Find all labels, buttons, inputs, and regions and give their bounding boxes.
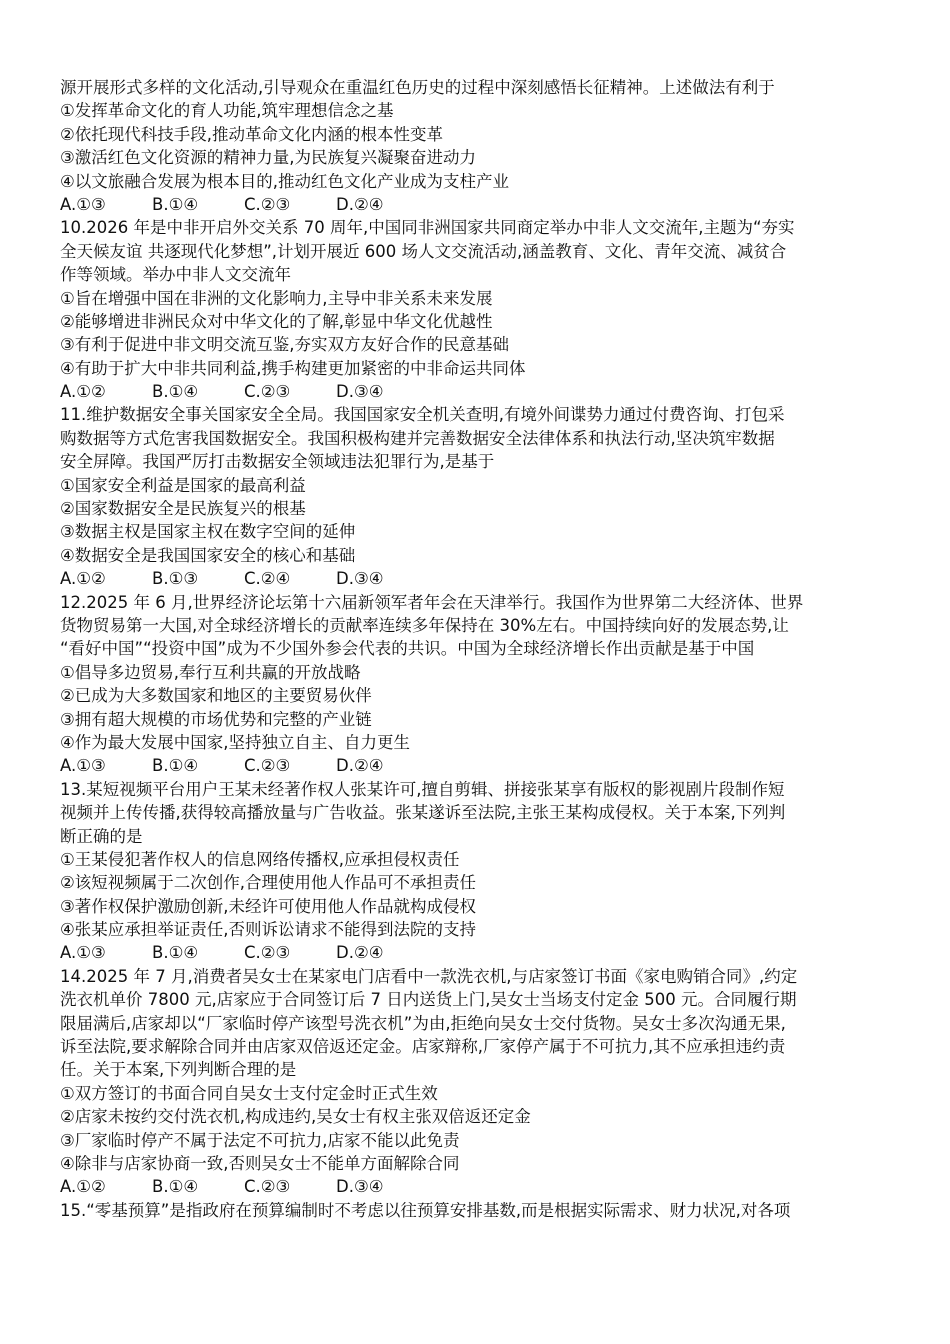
choice-a: A.①③ [60,194,106,214]
choice-b: B.①④ [152,194,199,214]
question-stem-line: 安全屏障。我国严厉打击数据安全领域违法犯罪行为,是基于 [60,452,495,472]
question-stem-line: 13.某短视频平台用户王某未经著作权人张某许可,擅自剪辑、拼接张某享有版权的影视剧片段制作短 [60,779,785,799]
option-1: ①双方签订的书面合同自吴女士支付定金时正式生效 [60,1083,438,1103]
question-stem-line: 货物贸易第一大国,对全球经济增长的贡献率连续多年保持在 30%左右。中国持续向好的发展态势,让 [60,615,789,635]
question-stem-line: 10.2026 年是中非开启外交关系 70 周年,中国同非洲国家共同商定举办中非人文交流年,主题为“夯实 [60,218,795,238]
choice-a: A.①② [60,382,106,402]
option-2: ②依托现代科技手段,推动革命文化内涵的根本性变革 [60,124,444,144]
question-15 [60,1199,890,1222]
question-stem-line: 诉至法院,要求解除合同并由店家双倍返还定金。店家辩称,厂家停产属于不可抗力,其不应承担违约责 [60,1037,786,1057]
option-3: ③厂家临时停产不属于法定不可抗力,店家不能以此免责 [60,1130,460,1150]
question-13 [60,778,890,965]
exam-page [60,76,890,1222]
choice-c: C.②③ [244,382,291,402]
question-stem-line: 12.2025 年 6 月,世界经济论坛第十六届新领军者年会在天津举行。我国作为世界第二大经济体、世界 [60,592,804,612]
option-2: ②店家未按约交付洗衣机,构成违约,吴女士有权主张双倍返还定金 [60,1107,531,1127]
answer-choices [60,193,890,216]
choice-a: A.①② [60,569,106,589]
choice-c: C.②③ [244,943,291,963]
option-1: ①旨在增强中国在非洲的文化影响力,主导中非关系未来发展 [60,288,493,308]
option-1: ①发挥革命文化的育人功能,筑牢理想信念之基 [60,101,394,121]
question-stem-line: 视频并上传传播,获得较高播放量与广告收益。张某遂诉至法院,主张王某构成侵权。关于本案,下列判 [60,803,786,823]
question-11 [60,403,890,590]
question-stem-line: 作等领域。举办中非人文交流年 [60,265,291,285]
option-2: ②已成为大多数国家和地区的主要贸易伙伴 [60,686,372,706]
choice-d: D.③④ [336,382,384,402]
question-stem-line: 任。关于本案,下列判断合理的是 [60,1060,297,1080]
question-stem-line: 购数据等方式危害我国数据安全。我国积极构建并完善数据安全法律体系和执法行动,坚决筑牢数据 [60,428,775,448]
question-stem-line: 限届满后,店家却以“厂家临时停产该型号洗衣机”为由,拒绝向吴女士交付货物。吴女士多次沟通无果, [60,1013,786,1033]
option-2: ②该短视频属于二次创作,合理使用他人作品可不承担责任 [60,873,477,893]
choice-a: A.①③ [60,943,106,963]
option-1: ①倡导多边贸易,奉行互利共赢的开放战略 [60,662,361,682]
option-2: ②国家数据安全是民族复兴的根基 [60,499,306,519]
choice-d: D.②④ [336,756,384,776]
option-4: ④张某应承担举证责任,否则诉讼请求不能得到法院的支持 [60,920,477,940]
option-3: ③有利于促进中非文明交流互鉴,夯实双方友好合作的民意基础 [60,335,510,355]
option-2: ②能够增进非洲民众对中华文化的了解,彰显中华文化优越性 [60,311,493,331]
option-1: ①王某侵犯著作权人的信息网络传播权,应承担侵权责任 [60,849,460,869]
answer-choices [60,941,890,964]
answer-choices [60,1175,890,1198]
question-12 [60,591,890,778]
choice-b: B.①④ [152,943,199,963]
option-3: ③拥有超大规模的市场优势和完整的产业链 [60,709,372,729]
question-stem-line: 洗衣机单价 7800 元,店家应于合同签订后 7 日内送货上门,吴女士当场支付定金 500 元。合同履行期 [60,990,797,1010]
choice-d: D.③④ [336,1177,384,1197]
option-4: ④数据安全是我国国家安全的核心和基础 [60,545,356,565]
choice-c: C.②③ [244,1177,291,1197]
question-stem-line: 14.2025 年 7 月,消费者吴女士在某家电门店看中一款洗衣机,与店家签订书面《家电购销合同》,约定 [60,966,798,986]
choice-b: B.①④ [152,1177,199,1197]
choice-b: B.①③ [152,569,199,589]
answer-choices [60,754,890,777]
question-14 [60,965,890,1199]
option-3: ③著作权保护激励创新,未经许可使用他人作品就构成侵权 [60,896,477,916]
answer-choices [60,567,890,590]
choice-c: C.②④ [244,569,291,589]
option-3: ③数据主权是国家主权在数字空间的延伸 [60,522,356,542]
choice-a: A.①③ [60,756,106,776]
question-stem-line: 15.“零基预算”是指政府在预算编制时不考虑以往预算安排基数,而是根据实际需求、财力状况,对各项 [60,1200,791,1220]
question-stem-line: 源开展形式多样的文化活动,引导观众在重温红色历史的过程中深刻感悟长征精神。上述做法有利于 [60,78,775,97]
choice-a: A.①② [60,1177,106,1197]
choice-d: D.②④ [336,943,384,963]
choice-d: D.③④ [336,569,384,589]
choice-b: B.①④ [152,382,199,402]
choice-d: D.②④ [336,194,384,214]
answer-choices [60,380,890,403]
option-1: ①国家安全利益是国家的最高利益 [60,475,306,495]
question-stem-line: “看好中国”“投资中国”成为不少国外参会代表的共识。中国为全球经济增长作出贡献是基于中国 [60,639,755,659]
choice-b: B.①④ [152,756,199,776]
option-4: ④有助于扩大中非共同利益,携手构建更加紧密的中非命运共同体 [60,358,526,378]
option-4: ④作为最大发展中国家,坚持独立自主、自力更生 [60,732,411,752]
question-stem-line: 全天候友谊 共逐现代化梦想”,计划开展近 600 场人文交流活动,涵盖教育、文化、青年交流、减贫合 [60,241,787,261]
question-10 [60,216,890,403]
question-stem-line: 断正确的是 [60,826,143,846]
option-4: ④除非与店家协商一致,否则吴女士不能单方面解除合同 [60,1153,460,1173]
question-stem-line: 11.维护数据安全事关国家安全全局。我国国家安全机关查明,有境外间谍势力通过付费咨询、打包采 [60,405,785,425]
option-4: ④以文旅融合发展为根本目的,推动红色文化产业成为支柱产业 [60,171,510,191]
choice-c: C.②③ [244,194,291,214]
question-9-continuation [60,76,890,216]
choice-c: C.②③ [244,756,291,776]
option-3: ③激活红色文化资源的精神力量,为民族复兴凝聚奋进动力 [60,148,477,168]
